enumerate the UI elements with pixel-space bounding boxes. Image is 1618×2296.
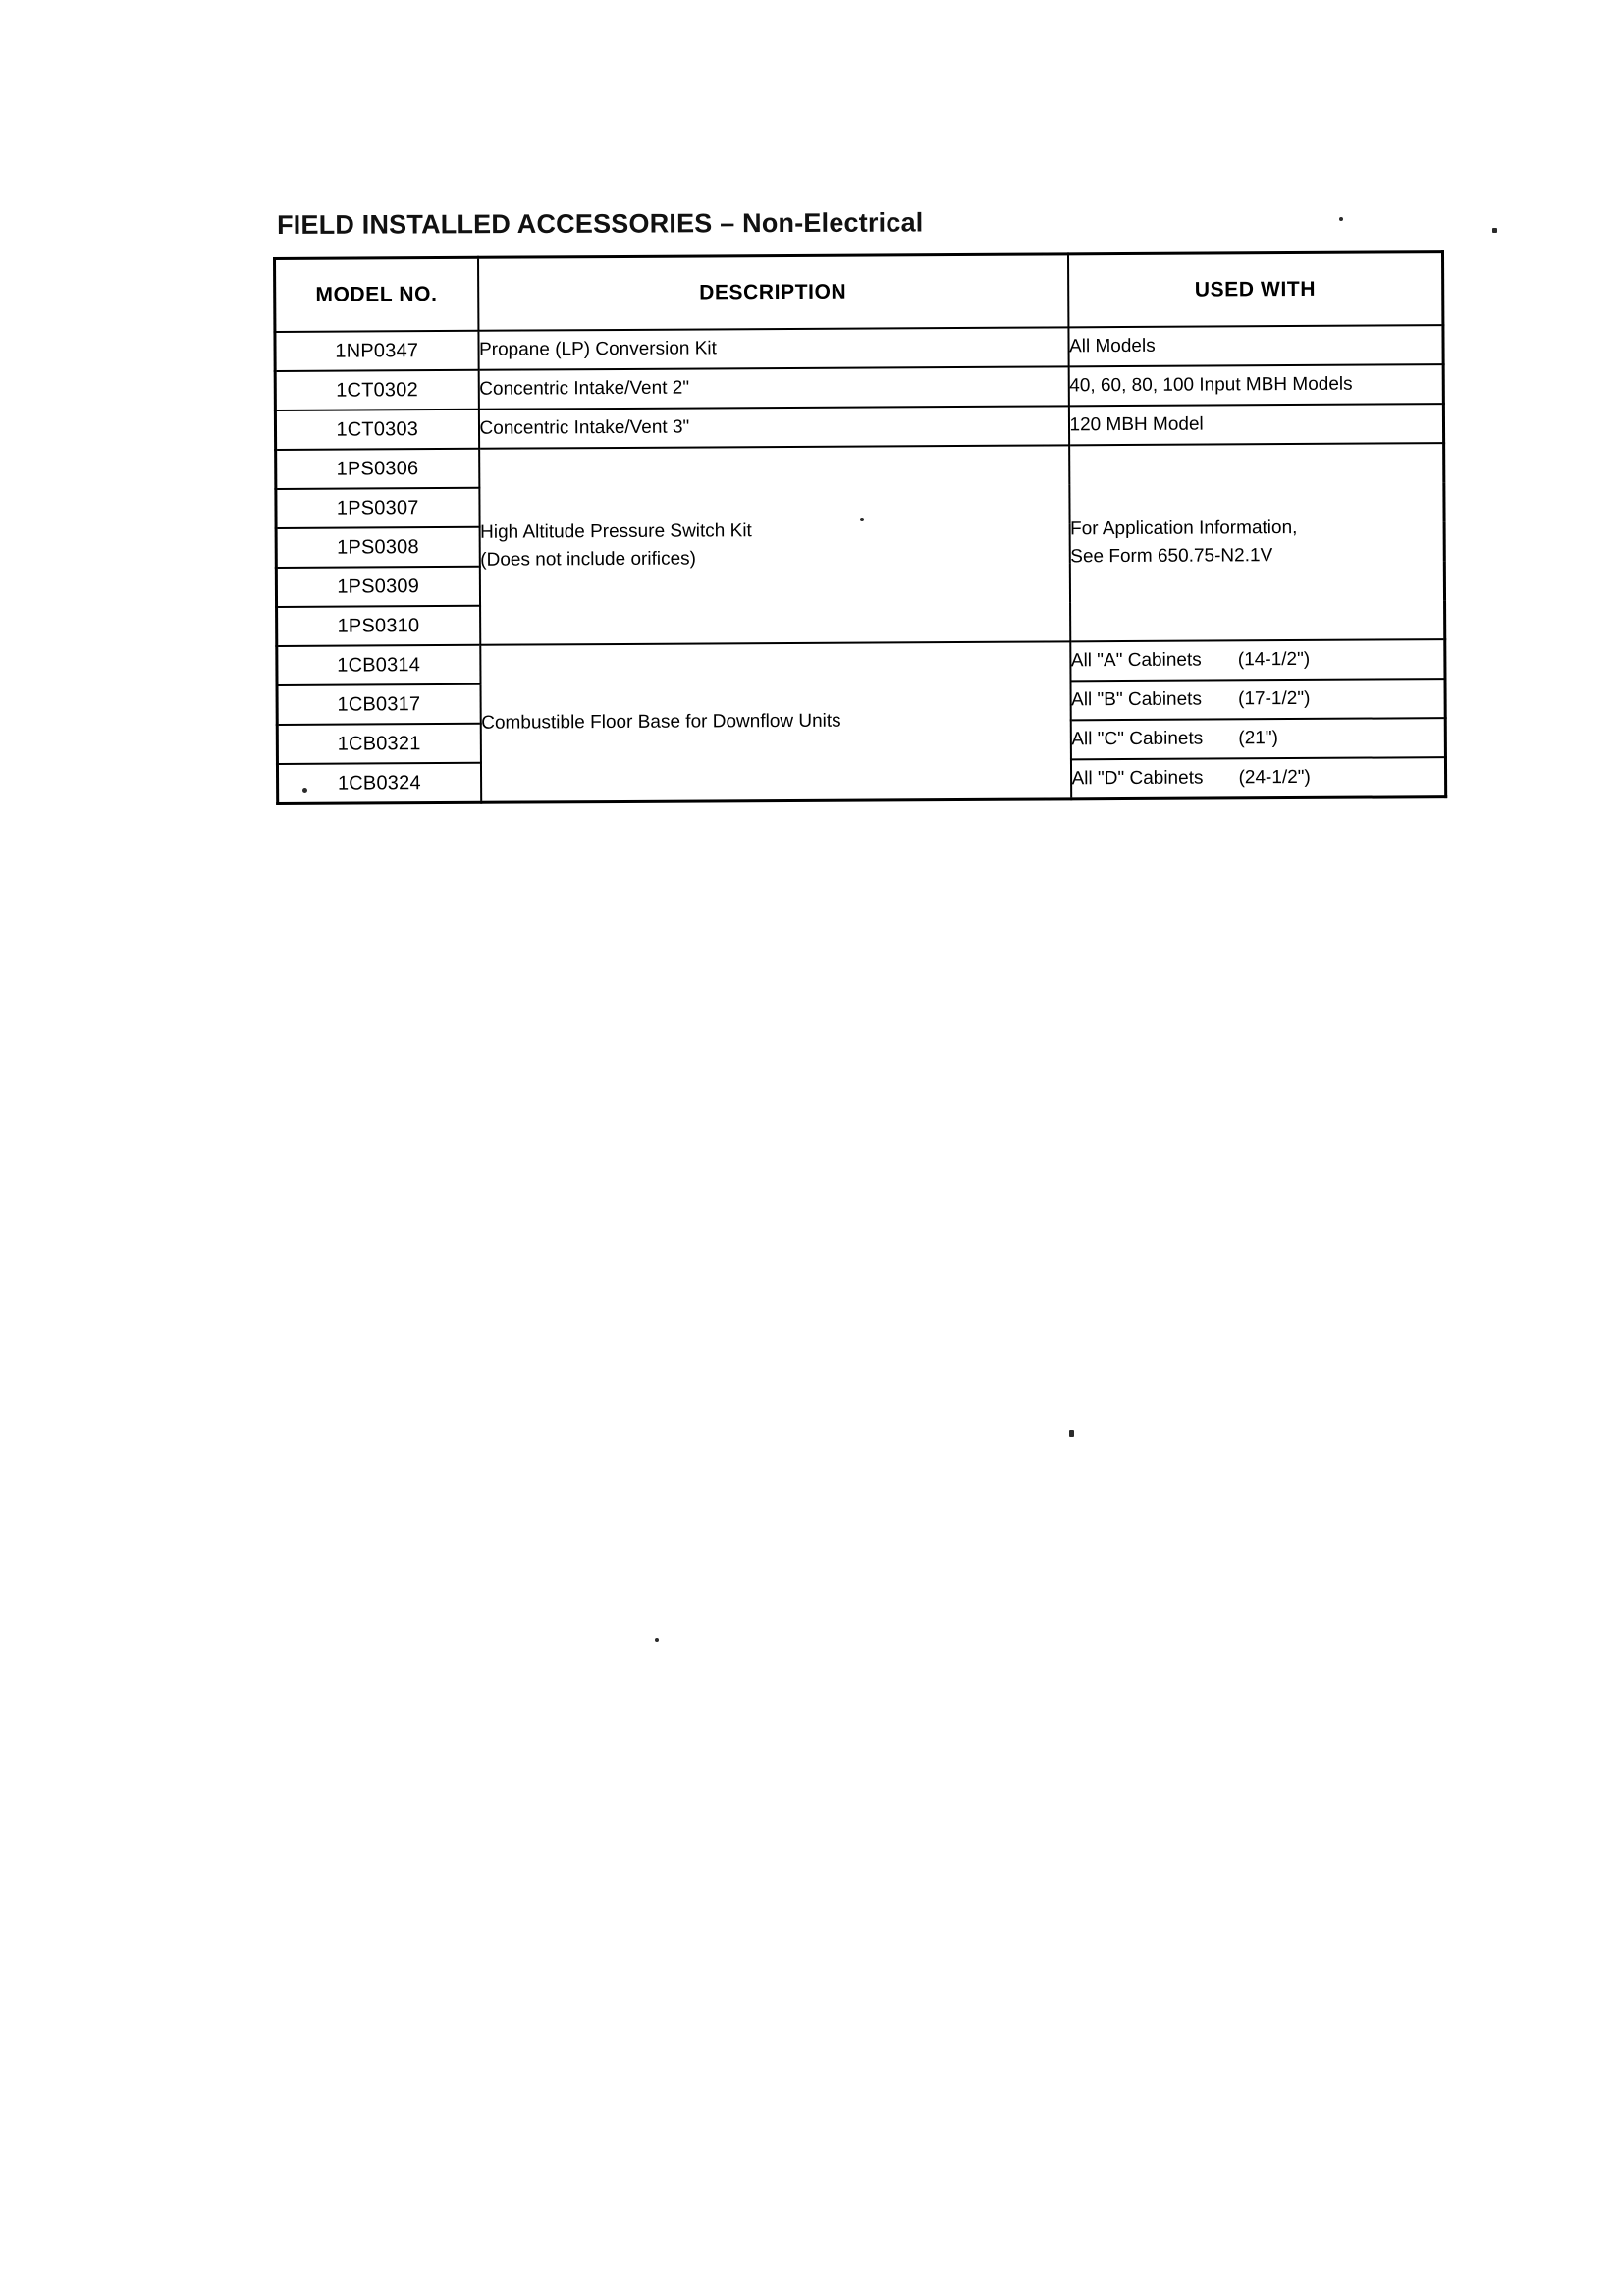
page-title: FIELD INSTALLED ACCESSORIES – Non-Electrical [277, 207, 924, 241]
cell-description-combustible-base-group: Combustible Floor Base for Downflow Units [480, 641, 1071, 802]
cell-model-no: 1PS0310 [277, 606, 480, 646]
cabinet-size: (17-1/2") [1238, 688, 1311, 710]
cell-model-no: 1PS0306 [276, 449, 479, 489]
cabinet-label: All "A" Cabinets [1070, 649, 1202, 672]
table-row [276, 443, 1444, 489]
cell-model-no: 1PS0307 [276, 488, 479, 528]
cell-used-with: 40, 60, 80, 100 Input MBH Models [1068, 364, 1443, 406]
description-line-1: High Altitude Pressure Switch Kit [480, 520, 752, 544]
cabinet-size: (24-1/2") [1238, 767, 1311, 789]
table-row [277, 639, 1445, 685]
used-with-line-2: See Form 650.75-N2.1V [1070, 545, 1273, 568]
cell-used-with: 120 MBH Model [1068, 404, 1443, 445]
cell-model-no: 1CB0314 [277, 645, 480, 685]
column-header-description: DESCRIPTION [478, 254, 1068, 331]
cell-used-with [1070, 757, 1445, 799]
cell-model-no: 1CB0317 [277, 684, 480, 725]
table-row [275, 404, 1443, 450]
field-installed-accessories-table [273, 250, 1447, 805]
cell-description-pressure-switch-group [479, 445, 1070, 644]
scan-artifact-speck [302, 788, 307, 793]
scan-artifact-speck [655, 1638, 659, 1642]
cabinet-size: (21") [1238, 728, 1278, 749]
cell-model-no: 1CB0321 [277, 724, 480, 764]
scan-artifact-speck [1069, 1430, 1074, 1437]
table-row [275, 325, 1443, 371]
scan-artifact-speck [860, 518, 864, 521]
cell-model-no: 1PS0309 [276, 567, 479, 607]
column-header-used-with: USED WITH [1067, 252, 1442, 328]
table-header-row [275, 252, 1443, 332]
cabinet-label: All "C" Cabinets [1071, 728, 1204, 750]
cell-description: Concentric Intake/Vent 3" [478, 406, 1068, 448]
cell-used-with-pressure-switch-group [1069, 443, 1445, 641]
description-line-2: (Does not include orifices) [480, 548, 696, 571]
cell-description: Propane (LP) Conversion Kit [478, 327, 1068, 369]
cabinet-label: All "D" Cabinets [1071, 767, 1204, 790]
cabinet-size: (14-1/2") [1237, 649, 1311, 671]
cell-used-with [1070, 718, 1445, 759]
cell-model-no: 1CB0324 [277, 763, 480, 804]
cell-model-no: 1CT0303 [275, 410, 478, 450]
cell-used-with: All Models [1068, 325, 1443, 366]
accessories-table-container [273, 250, 1444, 805]
column-header-model-no: MODEL NO. [275, 257, 478, 332]
used-with-line-1: For Application Information, [1070, 518, 1298, 540]
scan-artifact-speck [1492, 228, 1497, 233]
cell-model-no: 1PS0308 [276, 527, 479, 568]
cell-model-no: 1CT0302 [275, 370, 478, 410]
cell-used-with [1070, 639, 1445, 681]
cell-model-no: 1NP0347 [275, 331, 478, 371]
cell-used-with [1070, 679, 1445, 720]
table-row [275, 364, 1443, 410]
cell-description: Concentric Intake/Vent 2" [478, 366, 1068, 409]
cabinet-label: All "B" Cabinets [1071, 688, 1202, 711]
scan-artifact-speck [1339, 217, 1343, 221]
